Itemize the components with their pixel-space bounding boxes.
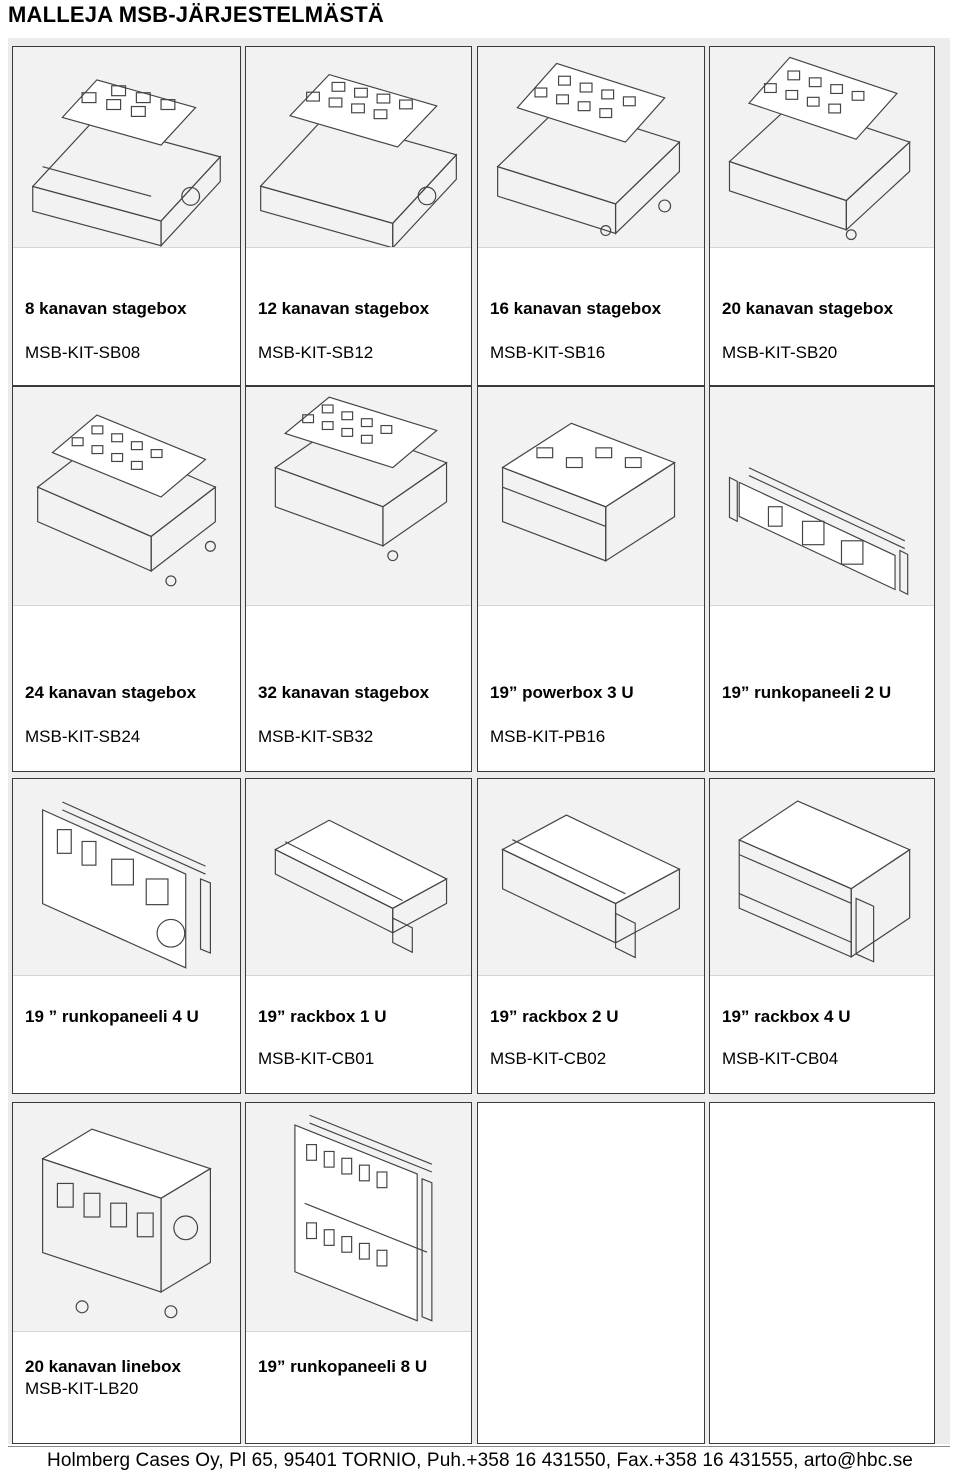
product-name: 20 kanavan stagebox <box>722 299 894 318</box>
product-code: MSB-KIT-CB04 <box>722 1049 839 1068</box>
product-code: MSB-KIT-LB20 <box>25 1379 139 1398</box>
stagebox-illustration <box>478 47 704 248</box>
product-card <box>12 386 241 772</box>
product-code: MSB-KIT-SB16 <box>490 343 606 362</box>
rackbox-illustration <box>478 779 704 976</box>
product-name: 12 kanavan stagebox <box>258 299 430 318</box>
empty-card <box>709 1102 935 1444</box>
product-name: 32 kanavan stagebox <box>258 683 430 702</box>
product-card <box>12 46 241 386</box>
rackbox-illustration <box>710 779 934 976</box>
rackbox-illustration <box>246 779 471 976</box>
powerbox-illustration <box>478 387 704 606</box>
product-code: MSB-KIT-SB12 <box>258 343 374 362</box>
page-title: MALLEJA MSB-JÄRJESTELMÄSTÄ <box>8 2 384 27</box>
stagebox-illustration <box>710 47 934 248</box>
product-name: 24 kanavan stagebox <box>25 683 197 702</box>
rack-panel-illustration <box>13 779 240 976</box>
product-card <box>245 386 472 772</box>
stagebox-illustration <box>246 387 471 606</box>
product-card <box>477 778 705 1094</box>
stagebox-illustration <box>13 47 240 248</box>
product-code: MSB-KIT-SB20 <box>722 343 838 362</box>
product-card <box>245 778 472 1094</box>
linebox-illustration <box>13 1103 240 1332</box>
product-code: MSB-KIT-SB24 <box>25 727 141 746</box>
product-name: 19” powerbox 3 U <box>490 683 634 702</box>
product-card <box>477 386 705 772</box>
empty-card <box>477 1102 705 1444</box>
product-name: 19” rackbox 1 U <box>258 1007 387 1026</box>
product-name: 20 kanavan linebox <box>25 1357 181 1376</box>
product-code: MSB-KIT-SB08 <box>25 343 141 362</box>
product-name: 8 kanavan stagebox <box>25 299 187 318</box>
product-card <box>709 46 935 386</box>
stagebox-illustration <box>246 47 471 248</box>
product-card <box>12 778 241 1094</box>
product-card <box>709 386 935 772</box>
product-code: MSB-KIT-CB02 <box>490 1049 607 1068</box>
product-name: 19” rackbox 4 U <box>722 1007 851 1026</box>
product-name: 19 ” runkopaneeli 4 U <box>25 1007 199 1026</box>
product-grid <box>8 38 950 1444</box>
rack-panel-illustration <box>710 387 934 606</box>
product-code: MSB-KIT-SB32 <box>258 727 374 746</box>
product-code: MSB-KIT-CB01 <box>258 1049 375 1068</box>
product-card <box>245 46 472 386</box>
product-name: 16 kanavan stagebox <box>490 299 662 318</box>
product-card <box>245 1102 472 1444</box>
product-card <box>477 46 705 386</box>
rack-panel-illustration <box>246 1103 471 1332</box>
product-card <box>12 1102 241 1444</box>
product-code: MSB-KIT-PB16 <box>490 727 606 746</box>
product-name: 19” rackbox 2 U <box>490 1007 619 1026</box>
footer-divider <box>8 1446 950 1447</box>
footer-contact: Holmberg Cases Oy, Pl 65, 95401 TORNIO, Puh.+358 16 431550, Fax.+358 16 431555, arto@hbc.se <box>47 1450 913 1471</box>
product-card <box>709 778 935 1094</box>
product-name: 19” runkopaneeli 2 U <box>722 683 892 702</box>
stagebox-illustration <box>13 387 240 606</box>
product-name: 19” runkopaneeli 8 U <box>258 1357 428 1376</box>
